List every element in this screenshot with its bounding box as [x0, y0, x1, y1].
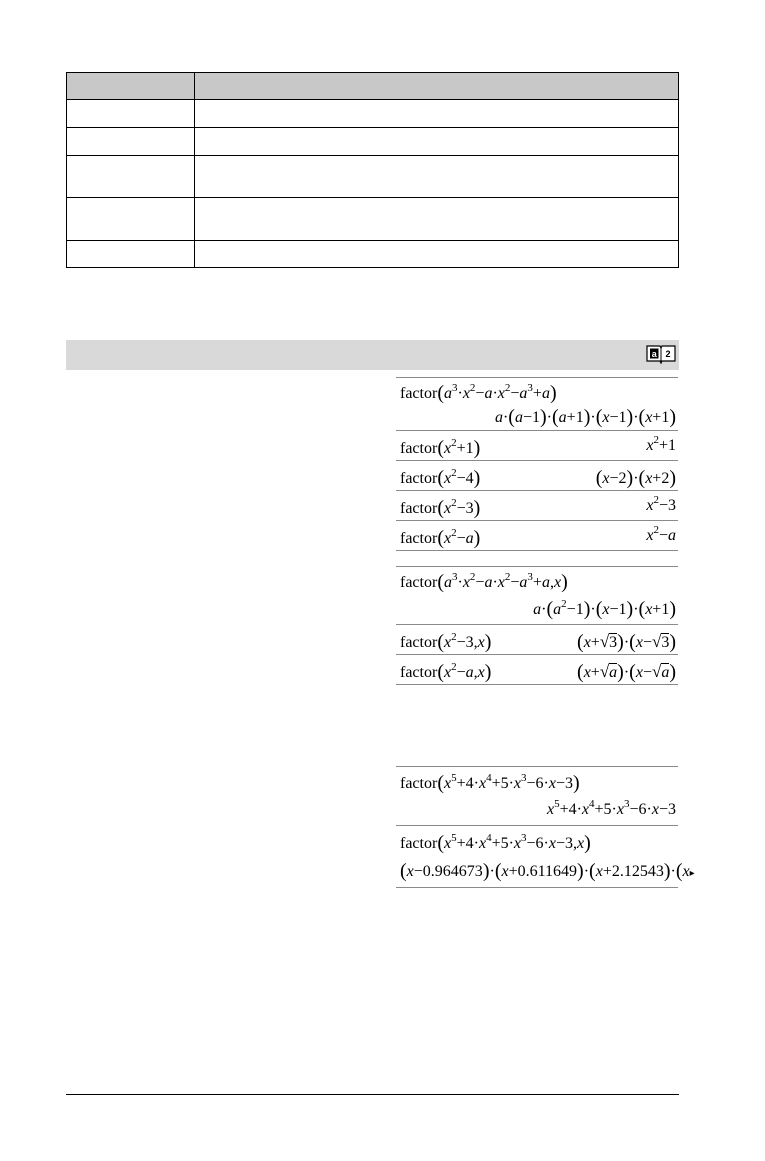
entry-row	[396, 767, 678, 826]
entry-input: $factor(x^2-a)$	[400, 527, 481, 549]
table-row-divider	[67, 240, 678, 241]
entry-input: $factor(x^2-4)$	[400, 467, 481, 489]
example-box-2	[396, 566, 678, 685]
table-row-divider	[67, 127, 678, 128]
entry-output: $x^2+1$	[646, 434, 676, 454]
section-heading-bar	[66, 340, 679, 370]
table-header-row	[67, 73, 678, 100]
svg-text:a: a	[651, 349, 657, 359]
entry-row	[396, 655, 678, 685]
table-row-divider	[67, 197, 678, 198]
footer-rule	[66, 1094, 679, 1095]
entry-output: a·(a−1)·(a+1)·(x−1)·(x+1)	[494, 406, 676, 428]
entry-input: $factor(x^2-3)$	[400, 497, 481, 519]
entry-output: $x^5+4\cdot x^4+5\cdot x^3-6\cdot x-3$	[546, 798, 676, 818]
example-box-1	[396, 377, 678, 551]
entry-input: $factor(x^2-3,x)$	[400, 631, 492, 653]
entry-output: $a\cdot(a^2-1)\cdot(x-1)\cdot(x+1)$	[533, 598, 676, 620]
entry-row	[396, 491, 678, 521]
entry-output: $x^2-3$	[646, 494, 676, 514]
entry-row	[396, 567, 678, 625]
entry-output: (x+√3)·(x−√3)	[577, 631, 676, 653]
entry-output: (x−0.964673)·(x+0.611649)·(x+2.12543)·(x▸	[400, 860, 695, 882]
entry-row	[396, 625, 678, 655]
entry-output: $x^2-a$	[646, 524, 676, 544]
catalog-book-icon	[645, 343, 677, 365]
example-box-3	[396, 766, 695, 888]
entry-input: $factor(x^5+4\cdot x^4+5\cdot x^3-6\cdot x-3,x)$	[400, 832, 591, 854]
entry-row	[396, 431, 678, 461]
entry-input: $factor(a^3\cdot x^2-a\cdot x^2-a^3+a,x)$	[400, 571, 568, 593]
entry-input: $factor(x^2+1)$	[400, 437, 481, 459]
entry-input: $factor(x^2-a,x)$	[400, 661, 492, 683]
entry-row	[396, 521, 678, 551]
entry-input: $factor(a^3\cdot x^2-a\cdot x^2-a^3+a)$	[400, 382, 557, 404]
svg-text:2: 2	[665, 349, 671, 359]
entry-output: (x+√a)·(x−√a)	[577, 661, 676, 683]
table-row-divider	[67, 155, 678, 156]
table-column-divider	[194, 73, 195, 267]
entry-row	[396, 826, 695, 888]
entry-output: (x−2)·(x+2)	[595, 467, 676, 489]
reference-table	[66, 72, 679, 268]
entry-row	[396, 378, 678, 431]
entry-input: $factor(x^5+4\cdot x^4+5\cdot x^3-6\cdot x-3)$	[400, 772, 580, 794]
entry-row	[396, 461, 678, 491]
